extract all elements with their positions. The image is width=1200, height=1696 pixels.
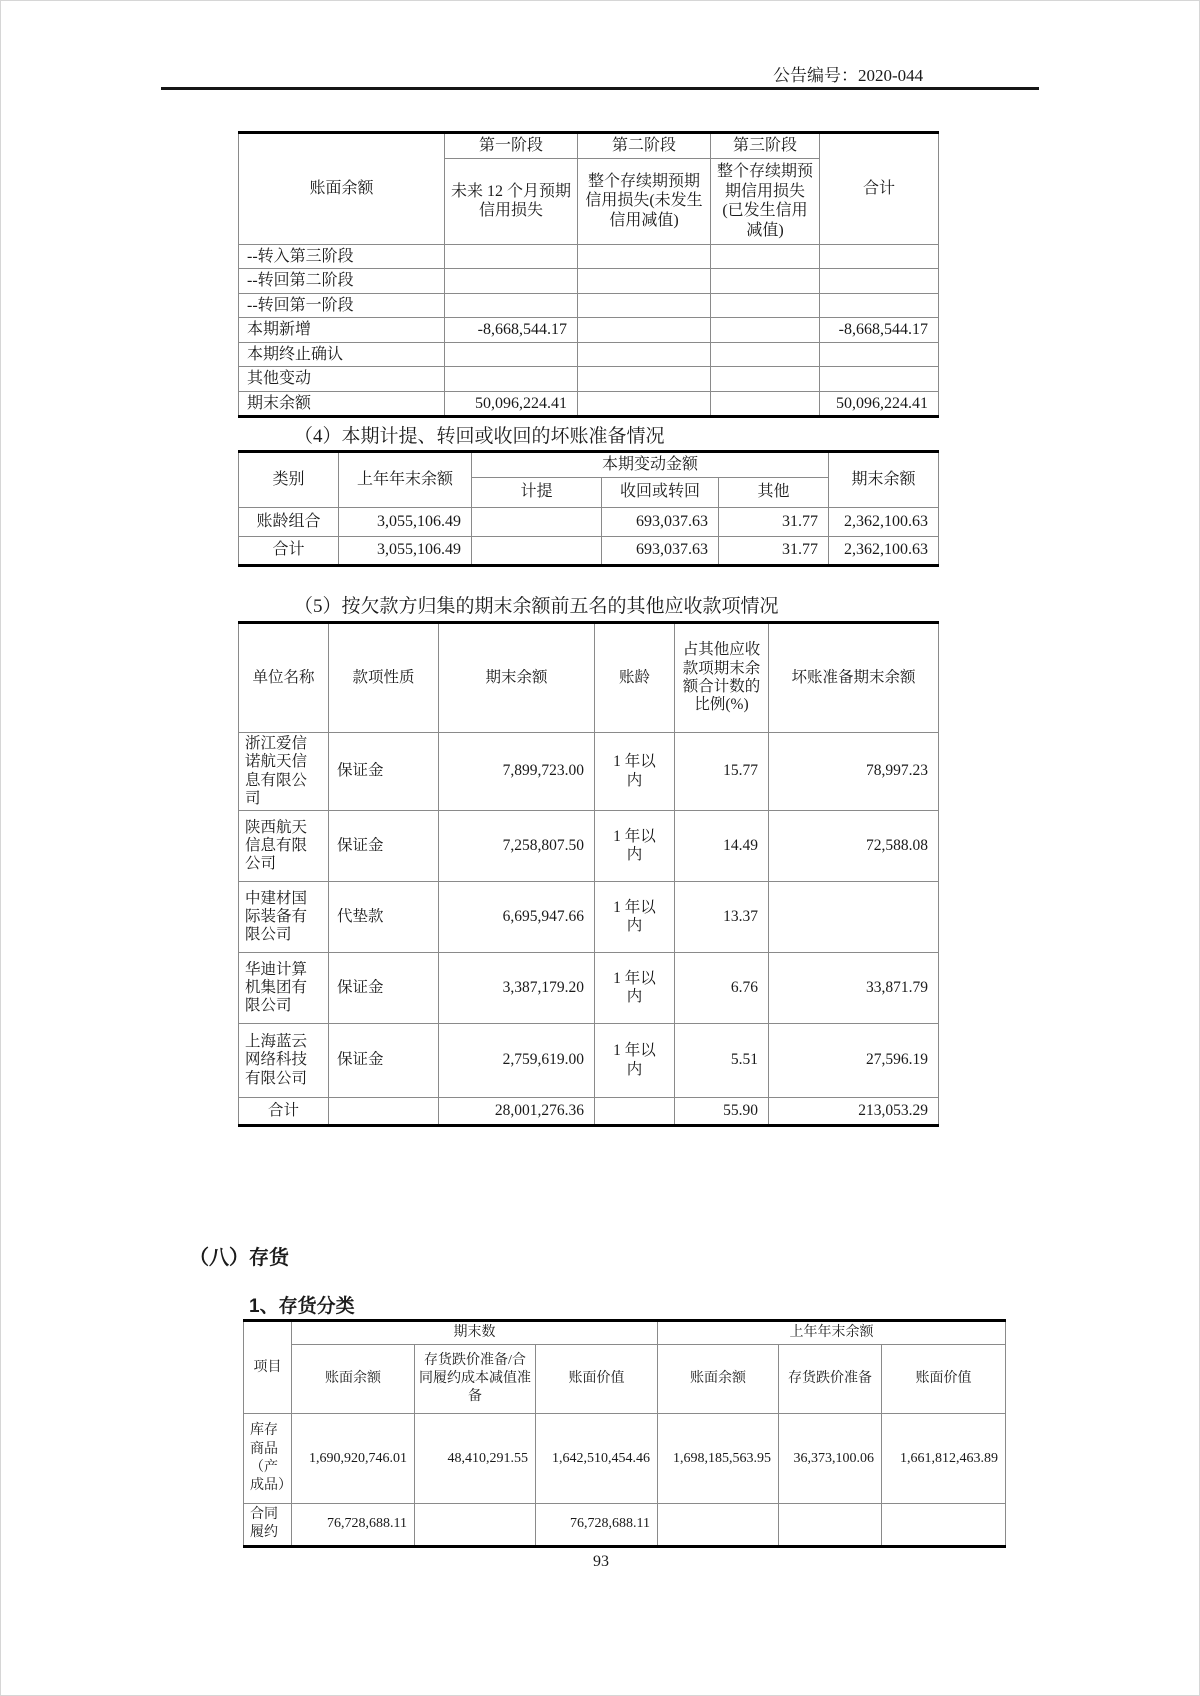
prior-book-value-header: 账面价值 (882, 1345, 1006, 1414)
total-row (239, 1098, 939, 1126)
cell (711, 391, 820, 417)
cell (578, 367, 711, 392)
stage2-subheader: 整个存续期预期信用损失(未发生信用减值) (578, 158, 711, 244)
cell: 1,661,812,463.89 (882, 1414, 1006, 1504)
cell: 213,053.29 (769, 1098, 939, 1126)
cell: 1 年以内 (595, 953, 675, 1024)
row-label: 上海蓝云网络科技有限公司 (239, 1024, 329, 1098)
cell: 7,899,723.00 (439, 733, 595, 811)
cell: 31.77 (719, 536, 829, 565)
provision-table-wrapper (238, 450, 938, 567)
inventory-subtitle: 1、存货分类 (249, 1296, 355, 1317)
table-row (244, 1414, 1006, 1504)
cell (711, 293, 820, 318)
table-row (239, 244, 939, 269)
cell: 50,096,224.41 (820, 391, 939, 417)
row-label: 库存商品（产成品） (244, 1414, 292, 1504)
cell (578, 244, 711, 269)
table-row (239, 342, 939, 367)
cell: 保证金 (329, 953, 439, 1024)
cell (578, 293, 711, 318)
nature-header: 款项性质 (329, 623, 439, 733)
cell: 31.77 (719, 507, 829, 536)
cell: 14.49 (675, 811, 769, 882)
balance-header: 期末余额 (439, 623, 595, 733)
other-header: 其他 (719, 477, 829, 507)
stage3-header: 第三阶段 (711, 133, 820, 159)
stage1-header: 第一阶段 (445, 133, 578, 159)
cell (769, 882, 939, 953)
ending-group-header: 期末数 (292, 1321, 658, 1345)
cell: 1 年以内 (595, 882, 675, 953)
top-five-header-row (239, 623, 939, 733)
table-row (244, 1504, 1006, 1546)
cell (595, 1098, 675, 1126)
stage3-subheader: 整个存续期预期信用损失(已发生信用减值) (711, 158, 820, 244)
cell (445, 367, 578, 392)
cell (820, 269, 939, 294)
table-row (239, 318, 939, 343)
cell: 36,373,100.06 (779, 1414, 882, 1504)
table-row (239, 507, 939, 536)
cell (820, 342, 939, 367)
cell: 50,096,224.41 (445, 391, 578, 417)
change-group-header: 本期变动金额 (472, 452, 829, 478)
stage1-subheader: 未来 12 个月预期信用损失 (445, 158, 578, 244)
cell: 保证金 (329, 1024, 439, 1098)
row-label: 合计 (239, 536, 339, 565)
cell (711, 367, 820, 392)
table-row (239, 293, 939, 318)
cell: 27,596.19 (769, 1024, 939, 1098)
cell: 78,997.23 (769, 733, 939, 811)
ratio-header: 占其他应收款项期末余额合计数的比例(%) (675, 623, 769, 733)
recover-header: 收回或转回 (602, 477, 719, 507)
section8-title: （八）存货 (189, 1247, 289, 1269)
cell: 代垫款 (329, 882, 439, 953)
cell (472, 507, 602, 536)
cell (578, 342, 711, 367)
cell (445, 244, 578, 269)
table-row (239, 1024, 939, 1098)
inventory-header-row-2 (244, 1345, 1006, 1414)
aging-header: 账龄 (595, 623, 675, 733)
cell (578, 318, 711, 343)
item-header: 项目 (244, 1321, 292, 1414)
cell (882, 1504, 1006, 1546)
cell: 33,871.79 (769, 953, 939, 1024)
table-row (239, 269, 939, 294)
cell (711, 318, 820, 343)
cell (820, 367, 939, 392)
cell: 2,362,100.63 (829, 507, 939, 536)
row-label: 其他变动 (239, 367, 445, 392)
category-header: 类别 (239, 452, 339, 508)
impairment-header: 存货跌价准备/合同履约成本减值准备 (415, 1345, 536, 1414)
cell: 2,759,619.00 (439, 1024, 595, 1098)
book-balance-header: 账面余额 (292, 1345, 415, 1414)
cell: 1,690,920,746.01 (292, 1414, 415, 1504)
bad-debt-provision-table (238, 450, 939, 567)
cell: 693,037.63 (602, 536, 719, 565)
cell: 保证金 (329, 733, 439, 811)
cell (415, 1504, 536, 1546)
cell: 保证金 (329, 811, 439, 882)
row-label: 本期新增 (239, 318, 445, 343)
cell (445, 293, 578, 318)
provision-header: 坏账准备期末余额 (769, 623, 939, 733)
ecl-header-row-1 (239, 133, 939, 159)
cell (658, 1504, 779, 1546)
top-five-receivables-table (238, 621, 939, 1127)
cell: 3,387,179.20 (439, 953, 595, 1024)
cell: 6,695,947.66 (439, 882, 595, 953)
cell: 7,258,807.50 (439, 811, 595, 882)
row-label: 合计 (239, 1098, 329, 1126)
cell: 1 年以内 (595, 733, 675, 811)
cell: -8,668,544.17 (445, 318, 578, 343)
table-row (239, 391, 939, 417)
cell: 28,001,276.36 (439, 1098, 595, 1126)
stage2-header: 第二阶段 (578, 133, 711, 159)
cell (445, 269, 578, 294)
cell: 76,728,688.11 (292, 1504, 415, 1546)
prev-year-header: 上年年末余额 (339, 452, 472, 508)
provision-header-row-1 (239, 452, 939, 478)
cell: 55.90 (675, 1098, 769, 1126)
cell: 48,410,291.55 (415, 1414, 536, 1504)
cell (578, 269, 711, 294)
cell (445, 342, 578, 367)
row-label: --转入第三阶段 (239, 244, 445, 269)
row-label: 浙江爱信诺航天信息有限公司 (239, 733, 329, 811)
cell: 15.77 (675, 733, 769, 811)
cell: 1,698,185,563.95 (658, 1414, 779, 1504)
row-label: 期末余额 (239, 391, 445, 417)
page-number: 93 (593, 1553, 609, 1570)
section5-title: （5）按欠款方归集的期末余额前五名的其他应收款项情况 (294, 596, 779, 617)
cell (711, 342, 820, 367)
inventory-table-wrapper (243, 1319, 1005, 1548)
prior-book-balance-header: 账面余额 (658, 1345, 779, 1414)
cell: 1 年以内 (595, 1024, 675, 1098)
cell: 6.76 (675, 953, 769, 1024)
table-row (239, 536, 939, 565)
table-row (239, 882, 939, 953)
book-value-header: 账面价值 (536, 1345, 658, 1414)
table-row (239, 733, 939, 811)
ecl-movement-table (238, 131, 939, 418)
cell (472, 536, 602, 565)
ecl-movement-table-wrapper (238, 131, 938, 418)
ecl-corner-header: 账面余额 (239, 133, 445, 245)
total-header: 合计 (820, 133, 939, 245)
inventory-classification-table (243, 1319, 1006, 1548)
cell (820, 244, 939, 269)
cell (329, 1098, 439, 1126)
row-label: --转回第二阶段 (239, 269, 445, 294)
cell (820, 293, 939, 318)
top-five-table-wrapper (238, 621, 938, 1127)
cell: 1,642,510,454.46 (536, 1414, 658, 1504)
row-label: 陕西航天信息有限公司 (239, 811, 329, 882)
row-label: 账龄组合 (239, 507, 339, 536)
cell: -8,668,544.17 (820, 318, 939, 343)
row-label: 华迪计算机集团有限公司 (239, 953, 329, 1024)
cell (711, 244, 820, 269)
unit-name-header: 单位名称 (239, 623, 329, 733)
cell: 1 年以内 (595, 811, 675, 882)
row-label: 合同履约 (244, 1504, 292, 1546)
cell (779, 1504, 882, 1546)
cell: 2,362,100.63 (829, 536, 939, 565)
row-label: --转回第一阶段 (239, 293, 445, 318)
cell: 72,588.08 (769, 811, 939, 882)
section4-title: （4）本期计提、转回或收回的坏账准备情况 (294, 426, 665, 447)
table-row (239, 811, 939, 882)
ending-header: 期末余额 (829, 452, 939, 508)
prior-group-header: 上年年末余额 (658, 1321, 1006, 1345)
cell: 693,037.63 (602, 507, 719, 536)
notice-number: 公告编号：2020-044 (773, 66, 924, 85)
inventory-header-row-1 (244, 1321, 1006, 1345)
cell (578, 391, 711, 417)
row-label: 本期终止确认 (239, 342, 445, 367)
header-rule (161, 87, 1039, 90)
row-label: 中建材国际装备有限公司 (239, 882, 329, 953)
prior-impairment-header: 存货跌价准备 (779, 1345, 882, 1414)
accrue-header: 计提 (472, 477, 602, 507)
cell: 76,728,688.11 (536, 1504, 658, 1546)
cell (711, 269, 820, 294)
table-row (239, 953, 939, 1024)
cell: 13.37 (675, 882, 769, 953)
cell: 5.51 (675, 1024, 769, 1098)
cell: 3,055,106.49 (339, 507, 472, 536)
cell: 3,055,106.49 (339, 536, 472, 565)
table-row (239, 367, 939, 392)
